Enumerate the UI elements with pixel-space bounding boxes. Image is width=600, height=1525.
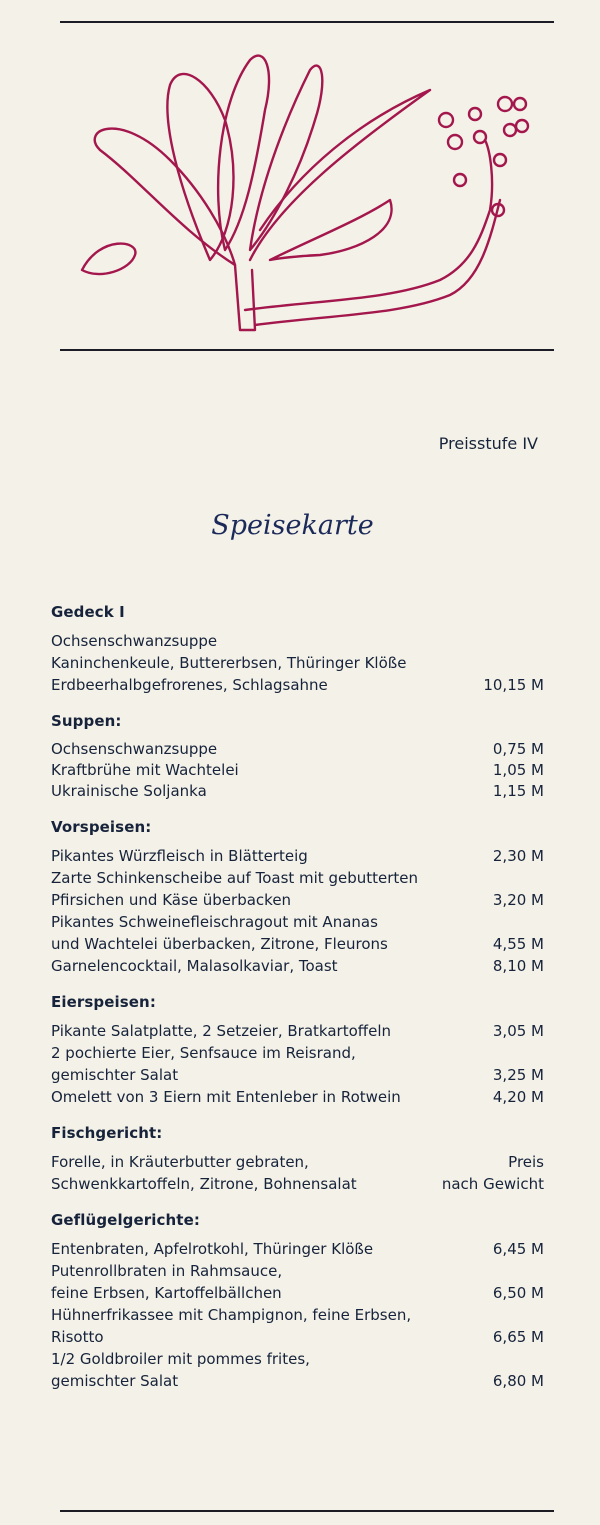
item-price: 3,25 M xyxy=(492,1066,544,1084)
section-heading: Suppen: xyxy=(51,712,122,730)
menu-list xyxy=(51,603,544,1408)
menu-item xyxy=(51,781,544,802)
item-text: Ukrainische Soljanka xyxy=(51,782,207,800)
menu-item xyxy=(51,630,544,696)
section-heading: Eierspeisen: xyxy=(51,993,156,1011)
item-text: Ochsenschwanzsuppe xyxy=(51,740,218,758)
item-text: Pikantes Würzfleisch in Blätterteig xyxy=(51,847,308,865)
menu-item xyxy=(51,867,544,911)
bottom-rule xyxy=(60,1510,554,1512)
item-text: Garnelencocktail, Malasolkaviar, Toast xyxy=(51,957,338,975)
item-text: 2 pochierte Eier, Senfsauce im Reisrand, gemischter Salat xyxy=(51,1044,356,1084)
section-gedeck xyxy=(51,603,544,696)
section-suppen xyxy=(51,712,544,802)
menu-item xyxy=(51,1020,544,1042)
section-eierspeisen xyxy=(51,993,544,1108)
middle-rule xyxy=(60,349,554,351)
section-vorspeisen xyxy=(51,818,544,977)
menu-title: Speisekarte xyxy=(211,510,374,541)
top-rule xyxy=(60,21,554,23)
item-price: 3,05 M xyxy=(492,1022,544,1040)
section-gefluegel xyxy=(51,1211,544,1392)
item-price: 1,15 M xyxy=(492,782,544,800)
item-text: 1/2 Goldbroiler mit pommes frites, gemischter Salat xyxy=(51,1350,310,1390)
menu-item xyxy=(51,1042,544,1086)
menu-item xyxy=(51,845,544,867)
item-text: Ochsenschwanzsuppe Kaninchenkeule, Buttererbsen, Thüringer Klöße Erdbeerhalbgefrorenes, Schlagsahne xyxy=(51,632,407,694)
section-heading: Geflügelgerichte: xyxy=(51,1211,200,1229)
menu-item xyxy=(51,739,544,760)
item-price: 2,30 M xyxy=(492,847,544,865)
item-price: 10,15 M xyxy=(483,676,544,694)
menu-item xyxy=(51,1304,544,1348)
item-price: 6,80 M xyxy=(492,1372,544,1390)
item-text: Hühnerfrikassee mit Champignon, feine Erbsen, Risotto xyxy=(51,1306,412,1346)
item-price: 8,10 M xyxy=(492,957,544,975)
menu-item xyxy=(51,1348,544,1392)
item-text: Pikante Salatplatte, 2 Setzeier, Bratkartoffeln xyxy=(51,1022,391,1040)
item-text: Omelett von 3 Eiern mit Entenleber in Rotwein xyxy=(51,1088,401,1106)
item-price: 1,05 M xyxy=(492,761,544,779)
menu-item xyxy=(51,1086,544,1108)
section-heading: Fischgericht: xyxy=(51,1124,163,1142)
item-price: 6,50 M xyxy=(492,1284,544,1302)
flower-illustration xyxy=(60,30,554,345)
item-price: 3,20 M xyxy=(492,891,544,909)
item-price: Preis nach Gewicht xyxy=(441,1153,544,1193)
item-text: Pikantes Schweinefleischragout mit Ananas und Wachtelei überbacken, Zitrone, Fleurons xyxy=(51,913,388,953)
item-price: 6,65 M xyxy=(492,1328,544,1346)
menu-item xyxy=(51,1260,544,1304)
item-text: Forelle, in Kräuterbutter gebraten, Schwenkkartoffeln, Zitrone, Bohnensalat xyxy=(51,1153,357,1193)
item-price: 0,75 M xyxy=(492,740,544,758)
menu-item xyxy=(51,1151,544,1195)
price-level: Preisstufe IV xyxy=(438,434,538,453)
item-text: Kraftbrühe mit Wachtelei xyxy=(51,761,239,779)
item-text: Zarte Schinkenscheibe auf Toast mit gebutterten Pfirsichen und Käse überbacken xyxy=(51,869,419,909)
menu-item xyxy=(51,1238,544,1260)
menu-item xyxy=(51,760,544,781)
section-fischgericht xyxy=(51,1124,544,1195)
item-price: 4,55 M xyxy=(492,935,544,953)
item-price: 6,45 M xyxy=(492,1240,544,1258)
section-heading: Vorspeisen: xyxy=(51,818,152,836)
menu-item xyxy=(51,911,544,955)
section-heading: Gedeck I xyxy=(51,603,125,621)
menu-item xyxy=(51,955,544,977)
item-text: Putenrollbraten in Rahmsauce, feine Erbsen, Kartoffelbällchen xyxy=(51,1262,283,1302)
item-price: 4,20 M xyxy=(492,1088,544,1106)
item-text: Entenbraten, Apfelrotkohl, Thüringer Klöße xyxy=(51,1240,374,1258)
